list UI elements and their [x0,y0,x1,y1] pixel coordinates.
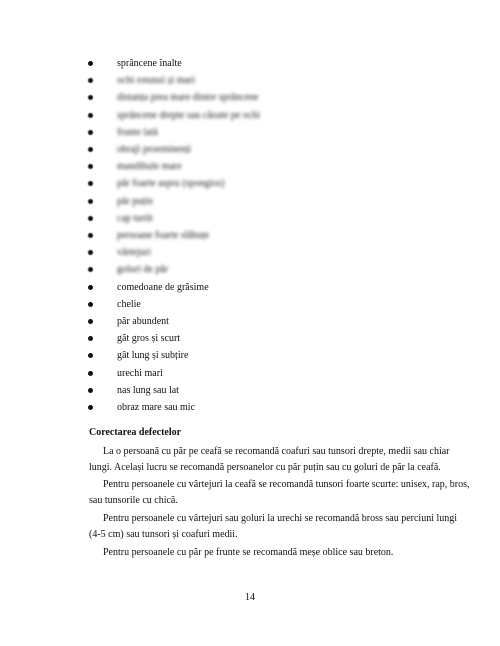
list-item-text: mandibule mare [117,161,182,173]
list-item [0,72,500,89]
paragraph-2-line-1: Pentru persoanele cu vârtejuri la ceafă se recomandă tunsori foarte scurte: unisex, rap, bros, [103,479,470,490]
list-item [0,244,500,261]
list-item-text: persoane foarte slăbuțe [117,230,210,241]
list-item [0,210,500,227]
list-item [0,365,500,382]
bullet-dot-icon [88,199,93,204]
list-item [0,296,500,313]
list-item [0,89,500,106]
bullet-dot-icon [88,216,93,221]
list-item-text: nas lung sau lat [117,384,179,396]
bullet-dot-icon [88,181,93,186]
bullet-dot-icon [88,61,93,66]
list-item [0,313,500,330]
paragraph-2 [89,477,470,509]
list-item [0,227,500,244]
paragraph-4 [89,545,410,561]
list-item [0,382,500,399]
paragraph-3-line-1: Pentru persoanele cu vârtejuri sau goluri la urechi se recomandă bross sau perciuni lungi [103,513,458,524]
bullet-dot-icon [88,267,93,272]
list-item-text: cap turtit [117,212,153,224]
list-item-text: ochi rotunzi și mari [117,75,196,87]
list-item [0,124,500,141]
paragraph-1 [89,444,450,476]
bullet-dot-icon [88,164,93,169]
bullet-dot-icon [88,147,93,152]
list-item-text: obraz mare sau mic [117,402,196,413]
list-item-text: păr abundent [117,316,169,327]
bullet-dot-icon [88,78,93,83]
list-item [0,107,500,124]
list-item [0,141,500,158]
bullet-dot-icon [88,285,93,290]
list-item-text: obraji proeminenți [117,144,192,155]
bullet-dot-icon [88,302,93,307]
section-heading: Corectarea defectelor [89,427,182,438]
bullet-dot-icon [88,336,93,341]
list-item-text: frunte lată [117,126,158,138]
list-item-text: goluri de păr [117,264,169,276]
list-item [0,158,500,175]
list-item [0,399,500,416]
paragraph-3 [89,511,458,543]
bullet-dot-icon [88,371,93,376]
list-item-text: chelie [117,298,141,310]
bullet-dot-icon [88,95,93,100]
bullet-dot-icon [88,113,93,118]
page-number: 14 [245,592,255,603]
list-item [0,261,500,278]
list-item [0,279,500,296]
list-item [0,330,500,347]
paragraph-1-line-1: La o persoană cu păr pe ceafă se recomandă coafuri sau tunsori drepte, medii sau chiar [103,446,450,457]
bullet-dot-icon [88,405,93,410]
paragraph-2-line-2: sau tunsorile cu chică. [89,495,178,506]
list-item-text: distanța prea mare dintre sprâncene [117,92,259,104]
bullet-dot-icon [88,130,93,135]
bullet-dot-icon [88,233,93,238]
list-item-text: păr foarte aspru (spongios) [117,178,225,190]
paragraph-1-line-2: lungi. Același lucru se recomandă persoanelor cu păr puțin sau cu goluri de păr la ceafă. [89,462,441,473]
list-item [0,175,500,192]
list-item-text: sprâncene înalte [117,58,182,69]
list-item-text: gât gros și scurt [117,333,181,345]
list-item-text: gât lung și subțire [117,350,189,362]
bullet-dot-icon [88,353,93,358]
list-item-text: urechi mari [117,367,163,379]
list-item-text: comedoane de grăsime [117,281,209,293]
paragraph-3-line-2: (4-5 cm) sau tunsori și coafuri medii. [89,529,238,540]
paragraph-4-line-1: Pentru persoanele cu păr pe frunte se recomandă meșe oblice sau breton. [103,547,394,558]
list-item-text: păr puțin [117,195,153,207]
list-item-text: vârtejuri [117,247,151,259]
list-item [0,347,500,364]
list-item-text: sprâncene drepte sau căzute pe ochi [117,109,260,121]
bullet-dot-icon [88,388,93,393]
bullet-dot-icon [88,250,93,255]
list-item [0,193,500,210]
list-item [0,55,500,72]
bullet-dot-icon [88,319,93,324]
